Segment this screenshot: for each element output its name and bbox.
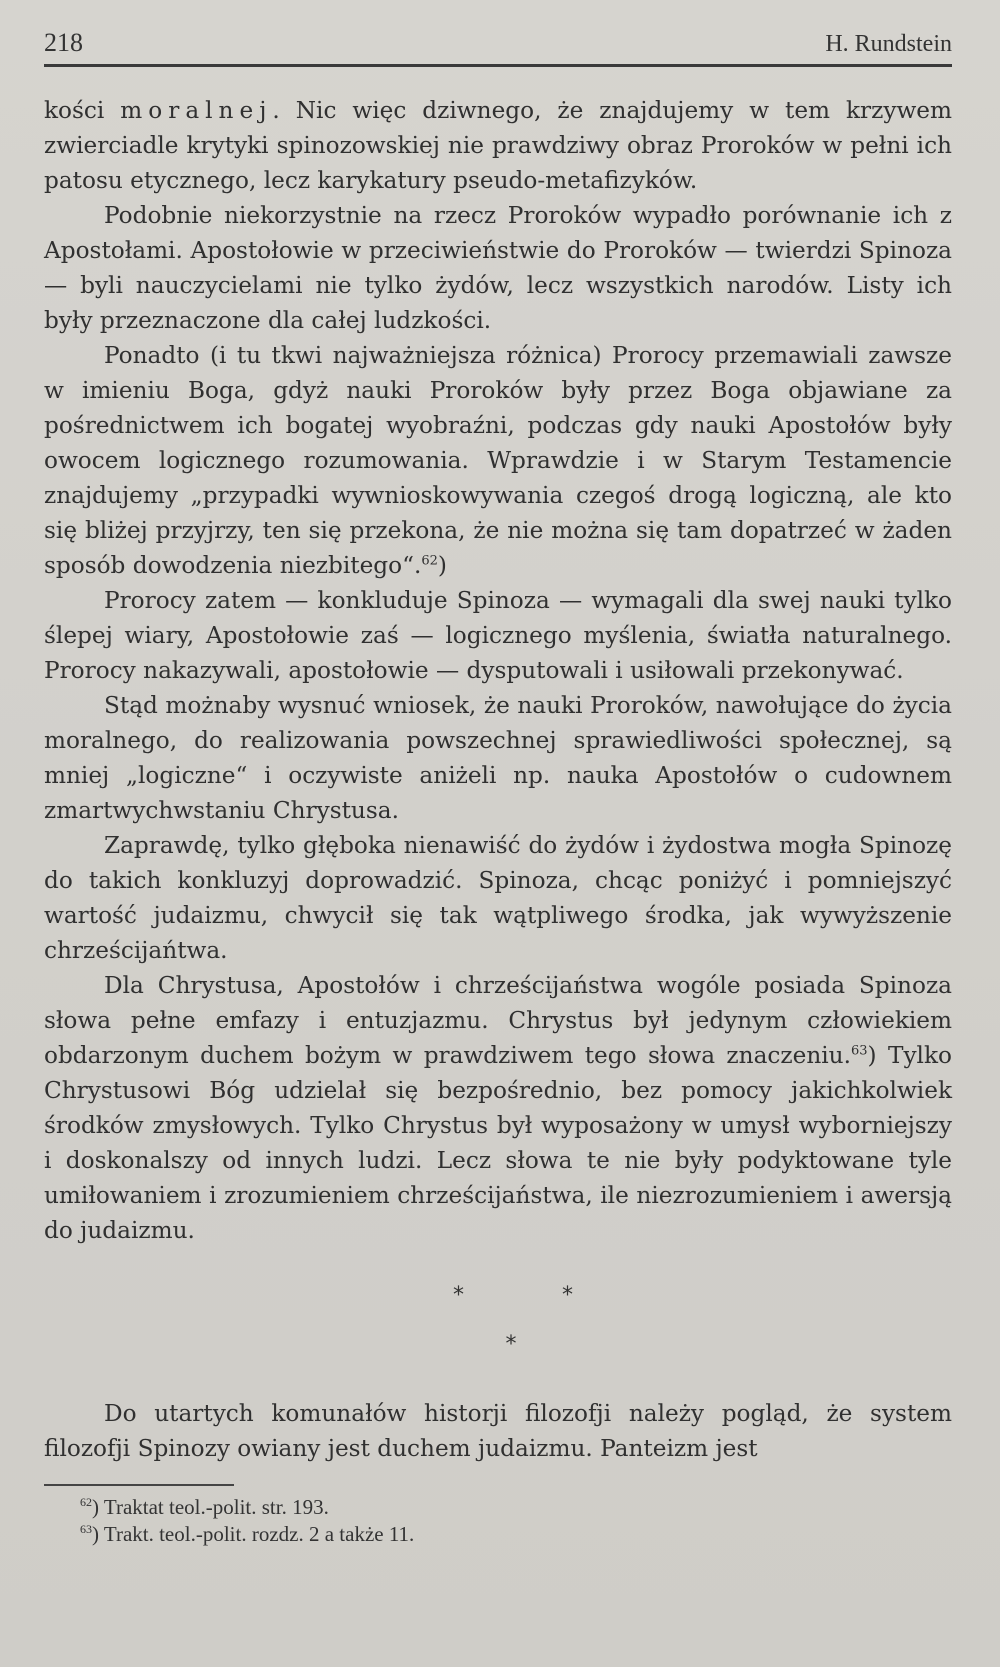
paragraph-4: Prorocy zatem — konkluduje Spinoza — wymagali dla swej nauki tylko ślepej wiary, Apostołowie zaś — logicznego myślenia, światła naturalnego. Prorocy nakazywali, apostołowie — dysputowali i usiłowali przekonywać. (44, 587, 952, 684)
body-text (44, 93, 952, 1466)
asterisk-center: * (505, 1332, 517, 1357)
paragraph-7 (44, 968, 952, 1248)
footnote-63 (44, 1521, 952, 1548)
asterisk-right: * (562, 1283, 573, 1308)
paragraph-8: Do utartych komunałów historji filozofji należy pogląd, że system filozofji Spinozy owiany jest duchem judaizmu. Panteizm jest (44, 1400, 952, 1462)
page-number: 218 (44, 28, 83, 57)
paragraph-3 (44, 338, 952, 583)
footnote-divider (44, 1484, 234, 1486)
footnote-text: ) Trakt. teol.-polit. rozdz. 2 a także 11. (92, 1522, 415, 1546)
paragraph-3-end: ) (437, 552, 447, 579)
paragraph-3-text: Ponadto (i tu tkwi najważniejsza różnica) Prorocy przemawiali zawsze w imieniu Boga, gdyż nauki Proroków były przez Boga objawiane za pośrednictwem ich bogatej wyobraźni, podczas gdy nauki Apostołów były owocem logicznego rozumowania. Wprawdzie i w Starym Testamencie znajdujemy „przypadki wywnioskowywania czegoś drogą logiczną, ale kto się bliżej przyjrzy, ten się przekona, że nie można się tam dopatrzeć w żaden sposób dowodzenia niezbitego“. (44, 342, 952, 579)
running-head-author: H. Rundstein (825, 31, 952, 57)
footnote-ref-62: 62 (421, 553, 438, 569)
footnote-mark: 63 (80, 1522, 92, 1536)
section-break (44, 1278, 952, 1362)
asterisk-left: * (453, 1283, 464, 1308)
paragraph-7-rest: ) Tylko Chrystusowi Bóg udzielał się bezpośrednio, bez pomocy jakichkolwiek środków zmysłowych. Tylko Chrystus był wyposażony w umysł wyborniejszy i doskonalszy od innych ludzi. Lecz słowa te nie były podyktowane tyle umiłowaniem i zrozumieniem chrześcijaństwa, ile niezrozumieniem i awersją do judaizmu. (44, 1042, 952, 1244)
footnote-mark: 62 (80, 1495, 92, 1509)
footnote-62 (44, 1494, 952, 1521)
running-head (44, 28, 952, 67)
paragraph-5: Stąd możnaby wysnuć wniosek, że nauki Proroków, nawołujące do życia moralnego, do realizowania powszechnej sprawiedliwości społecznej, są mniej „logiczne“ i oczywiste aniżeli np. nauka Apostołów o cudownem zmartwychwstaniu Chrystusa. (44, 692, 952, 824)
paragraph-1 (44, 93, 952, 198)
paragraph-1-rest: . Nic więc dziwnego, że znajdujemy w tem krzywem zwierciadle krytyki spinozowskiej nie prawdziwy obraz Proroków w pełni ich patosu etycznego, lecz karykatury pseudo-metafizyków. (44, 97, 953, 194)
paragraph-6: Zaprawdę, tylko głęboka nienawiść do żydów i żydostwa mogła Spinozę do takich konkluzyj doprowadzić. Spinoza, chcąc poniżyć i pomniejszyć wartość judaizmu, chwycił się tak wątpliwego środka, jak wywyższenie chrześcijańtwa. (44, 832, 952, 964)
paragraph-7-start: Dla Chrystusa, Apostołów i chrześcijaństwa wogóle posiada Spinoza słowa pełne emfazy i entuzjazmu. Chrystus był jedynym człowiekiem obdarzonym duchem bożym w prawdziwem tego słowa znaczeniu. (44, 972, 952, 1069)
spaced-word: moralnej (120, 97, 273, 124)
paragraph-2: Podobnie niekorzystnie na rzecz Proroków wypadło porównanie ich z Apostołami. Apostołowie w przeciwieństwie do Proroków — twierdzi Spinoza — byli nauczycielami nie tylko żydów, lecz wszystkich narodów. Listy ich były przeznaczone dla całej ludzkości. (44, 202, 952, 334)
footnotes (44, 1494, 952, 1548)
paragraph-1-start: kości (44, 97, 121, 124)
footnote-ref-63: 63 (851, 1043, 868, 1059)
footnote-text: ) Traktat teol.-polit. str. 193. (92, 1495, 329, 1519)
